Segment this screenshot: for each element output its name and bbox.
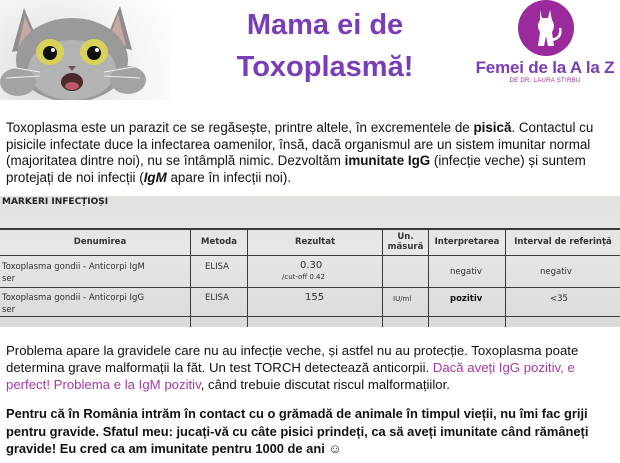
page-title	[200, 4, 450, 88]
header-result: Rezultat	[294, 237, 336, 247]
row1-method: ELISA	[205, 262, 229, 272]
header-reference: Interval de referință	[514, 237, 612, 247]
intro-text-3: (infecție veche) și suntem protejați de noi infecții (	[6, 153, 586, 185]
row1-reference: negativ	[540, 267, 572, 277]
header-interpretation: Interpretarea	[434, 237, 500, 247]
row2-interpretation: pozitiv	[450, 294, 483, 304]
surprised-cat-photo	[0, 0, 170, 100]
intro-bold-cat: pisică	[473, 120, 512, 135]
problem-highlight: Dacă aveți IgG pozitiv, e perfect! Problema e la IgM pozitiv	[6, 360, 575, 392]
row2-result: 155	[305, 292, 325, 303]
table-rule-row1	[0, 287, 620, 288]
problem-text-1: Problema apare la gravidele care nu au infecție veche, și astfel nu au protecție. Toxoplasma poate determina grave malformații la făt. Un test TORCH detectează anticorpii.	[6, 343, 579, 375]
row2-name: Toxoplasma gondii - Anticorpi IgG	[2, 293, 145, 303]
brand-name: Femei de la A la Z	[475, 58, 615, 77]
row1-name-sub: ser	[2, 274, 16, 284]
row1-result: 0.30	[300, 260, 323, 271]
row2-method: ELISA	[205, 293, 229, 303]
row1-result-note: /cut-off 0.42	[282, 273, 325, 281]
table-col-3	[382, 228, 383, 327]
problem-text-2: , când trebuie discutat riscul malformațiilor.	[200, 377, 450, 392]
brand-subtitle: DE DR. LAURA ȘTIRBU	[509, 78, 581, 84]
table-rule-row2	[0, 316, 620, 317]
header-unit-line2: măsură	[387, 242, 424, 252]
row2-unit: IU/ml	[393, 295, 412, 303]
table-col-2	[247, 228, 248, 327]
title-line-1: Mama ei de	[246, 9, 404, 41]
header-unit-line1: Un.	[397, 232, 414, 242]
lab-title: MARKERI INFECȚIOȘI	[2, 197, 109, 207]
table-rule-top	[0, 228, 620, 230]
intro-paragraph	[6, 120, 618, 186]
row1-name: Toxoplasma gondii - Anticorpi IgM	[2, 262, 145, 272]
table-col-1	[190, 228, 191, 327]
header-name: Denumirea	[73, 237, 127, 247]
lab-results-photo	[0, 196, 620, 327]
problem-paragraph	[6, 342, 618, 393]
intro-text-2: . Contactul cu pisicile infectate duce la infectarea oamenilor, însă, dacă organismul are un sistem imunitar normal (majoritatea dintre noi), nu se întâmplă nimic. Dezvoltăm	[6, 120, 594, 168]
intro-text-4: apare în infecții noi).	[166, 169, 292, 185]
advice-paragraph: Pentru că în România intrăm în contact cu o grămadă de animale în timpul vieții, nu îmi fac griji pentru gravide. Sfatul meu: jucați-vă cu câte pisici prindeți, ca să aveți imunitate când rămâneți gravide! Eu cred ca am imunitate pentru 1000 de ani ☺	[6, 406, 589, 456]
table-rule-header	[0, 255, 620, 256]
cat-silhouette-logo-icon	[518, 0, 574, 56]
row2-reference: <35	[550, 294, 568, 304]
title-line-2: Toxoplasmă!	[236, 51, 414, 83]
cat-illustration	[0, 0, 170, 100]
row2-name-sub: ser	[2, 305, 16, 315]
intro-bold-igm: IgM	[143, 169, 167, 185]
header-method: Metoda	[201, 237, 237, 247]
intro-bold-igg: imunitate IgG	[344, 153, 431, 168]
brand-logo	[518, 0, 574, 56]
intro-text-1: Toxoplasma este un parazit ce se regăsește, printre altele, în excrementele de	[6, 120, 474, 135]
row1-interpretation: negativ	[450, 267, 482, 277]
